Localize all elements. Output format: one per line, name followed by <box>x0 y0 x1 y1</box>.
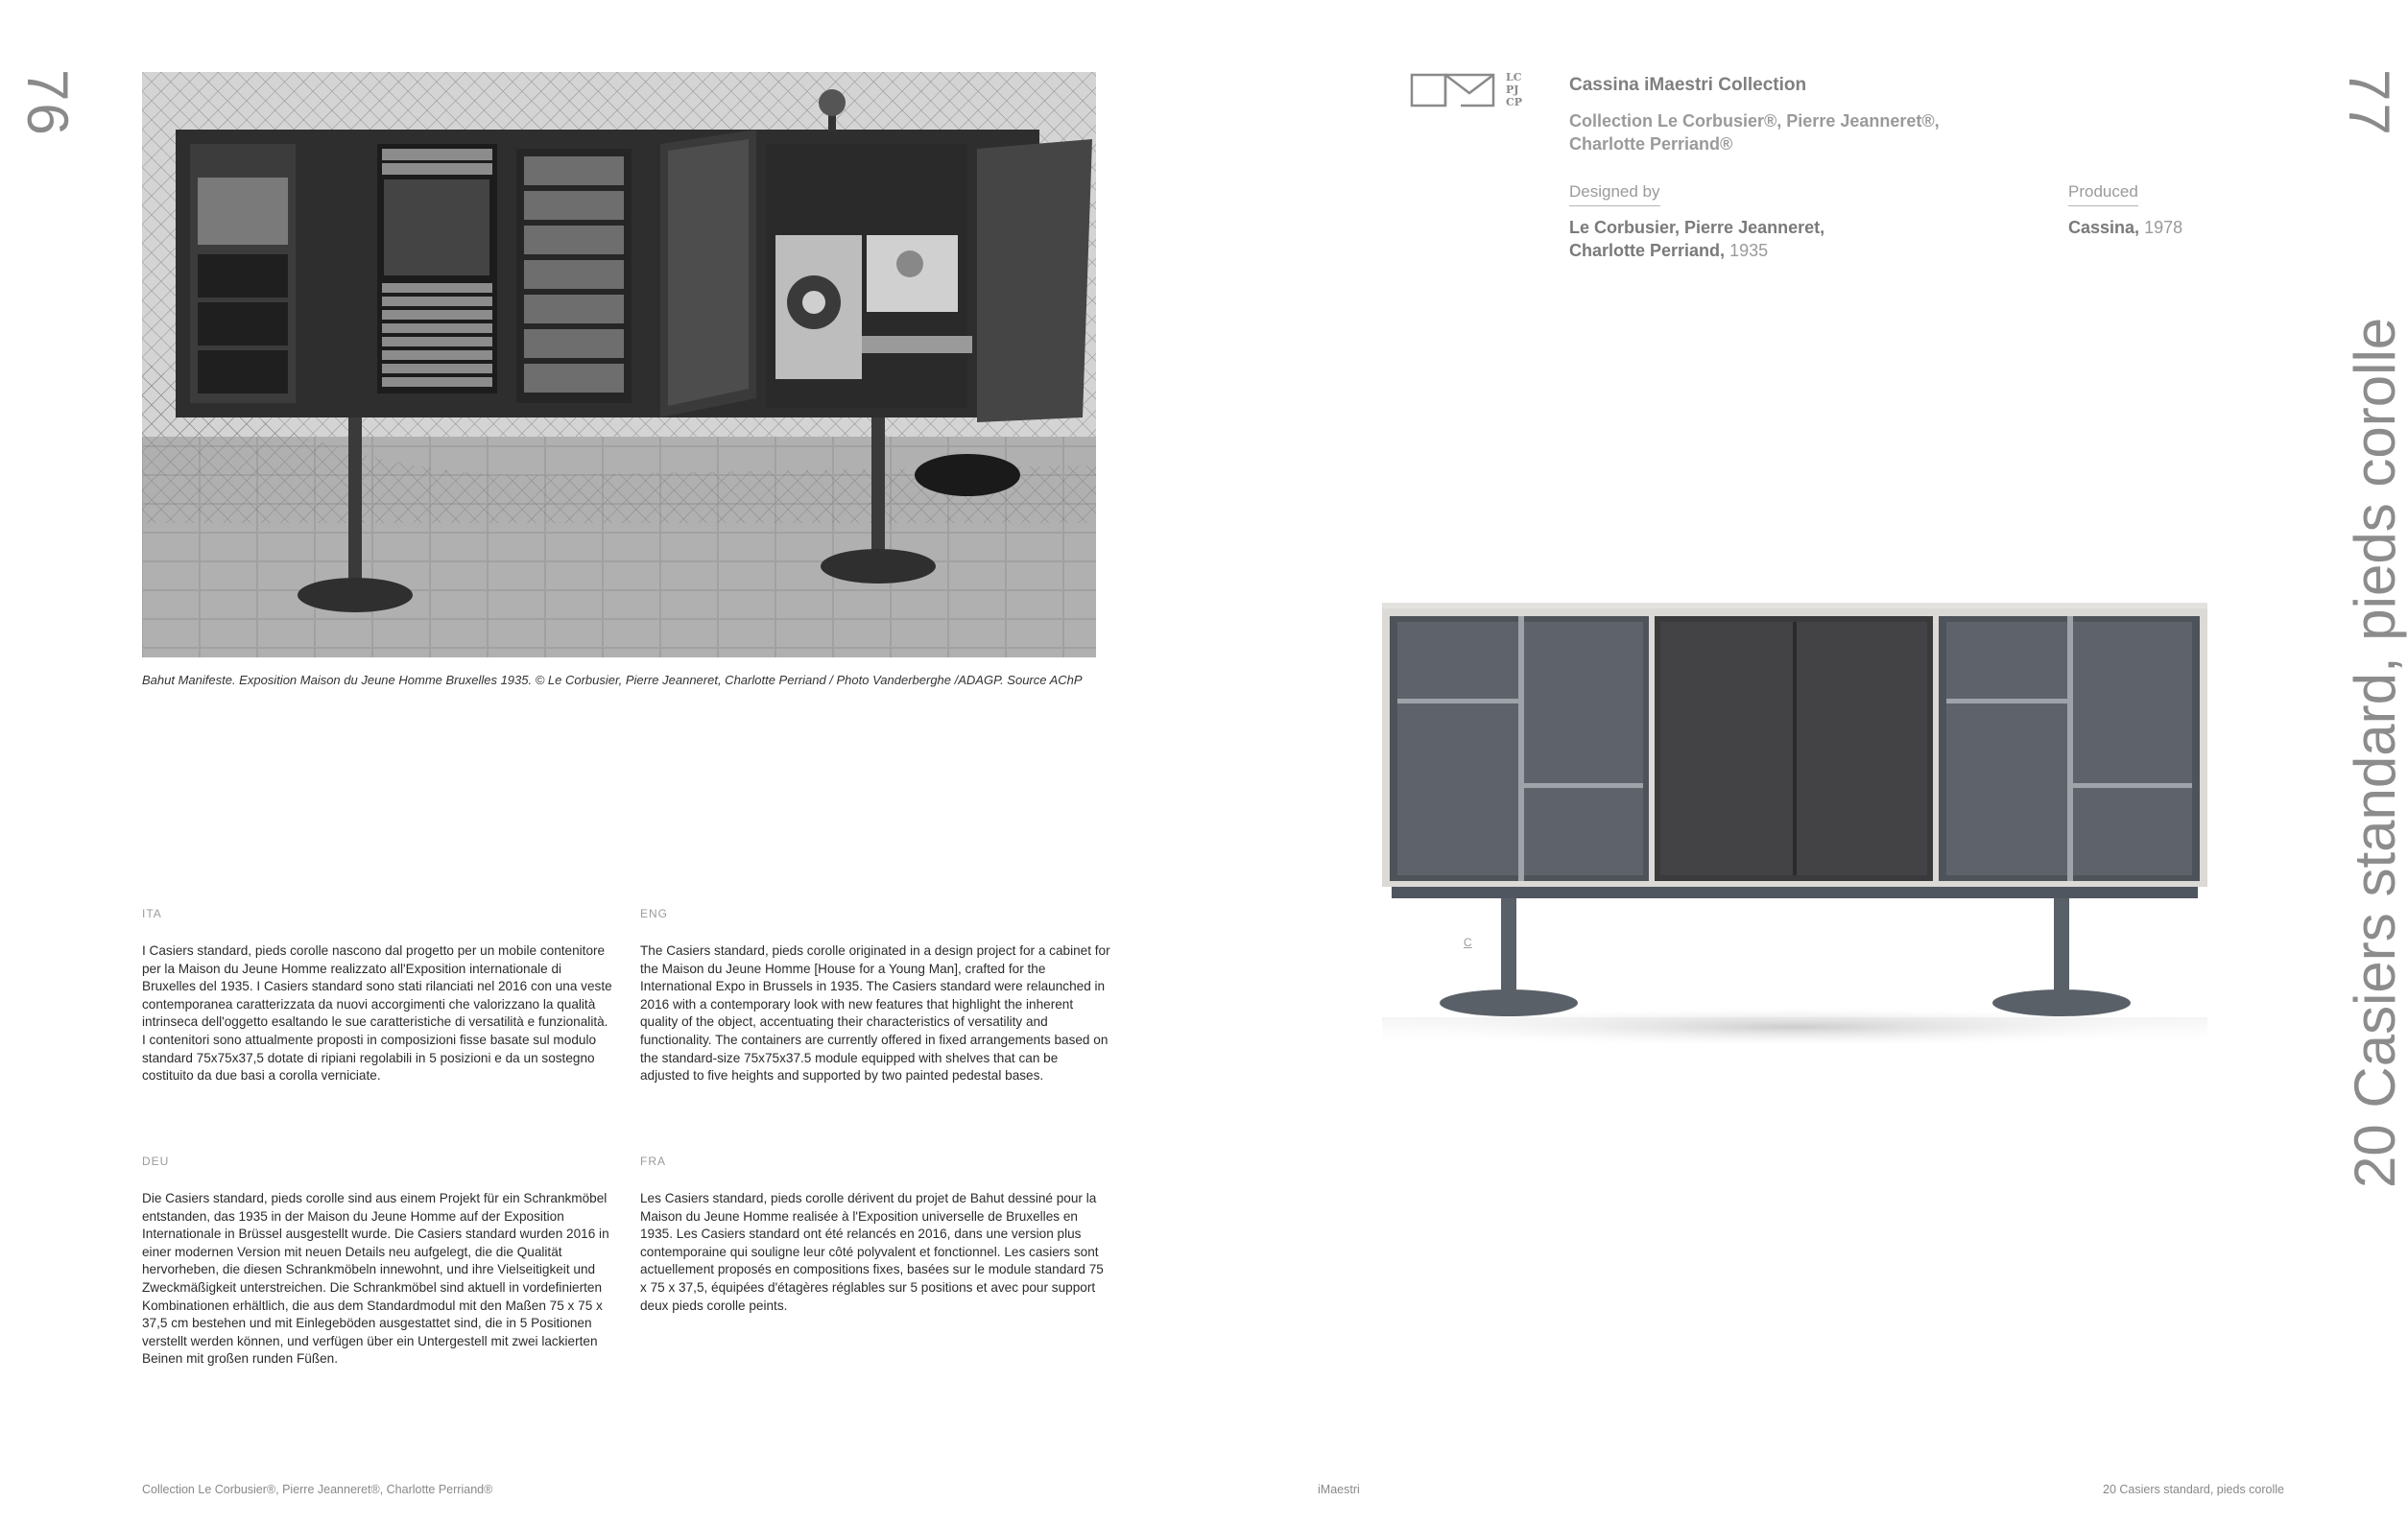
designed-by-label: Designed by <box>1569 182 1660 206</box>
lang-label-ita: ITA <box>142 907 162 920</box>
lang-label-deu: DEU <box>142 1155 170 1168</box>
body-text-eng: The Casiers standard, pieds corolle originated in a design project for a cabinet for the Maison du Jeune Homme [House for a Young Man], crafted for the International Expo in Brussels in 1935. The Casiers standard were relaunched in 2016 with a contemporary look with new features that highlight the inherent quality of the object, accentuating their characteristics of versatility and functionality. The containers are currently offered in fixed arrangements based on the standard-size 75x75x37.5 module equipped with shelves that can be adjusted to five heights and supported by two painted pedestal bases. <box>640 943 1110 1084</box>
lang-label-eng: ENG <box>640 907 669 920</box>
page-number-left: 76 <box>15 69 80 137</box>
design-year: 1935 <box>1729 241 1769 260</box>
image-marker: C <box>1464 936 1472 949</box>
product-title: 20 Casiers standard, pieds corolle <box>2343 317 2407 1188</box>
sideboard-illustration <box>1363 595 2227 1046</box>
designers <box>1569 216 1824 262</box>
footer-left: Collection Le Corbusier®, Pierre Jeanneret®, Charlotte Perriand® <box>142 1483 493 1496</box>
collection-subtitle <box>1569 109 1940 155</box>
cassina-logo-icon <box>1411 72 1495 108</box>
produced-year: 1978 <box>2144 218 2183 237</box>
lang-label-fra: FRA <box>640 1155 666 1168</box>
producer-name: Cassina, <box>2068 218 2140 237</box>
logo-letters-lc: LC <box>1506 71 1522 83</box>
designers-line1: Le Corbusier, Pierre Jeanneret, <box>1569 218 1825 237</box>
section-eng <box>640 907 1110 1085</box>
product-image <box>1363 595 2227 1046</box>
collection-subtitle-line1: Collection Le Corbusier®, Pierre Jeanneret®, <box>1569 111 1940 131</box>
collection-title: Cassina iMaestri Collection <box>1569 75 1807 95</box>
body-text-deu: Die Casiers standard, pieds corolle sind aus einem Projekt für ein Schrankmöbel entstanden, das 1935 in der Maison du Jeune Homme auf der Exposition Internationale in Brüssel ausgestellt wurde. Die Casiers standard wurden 2016 in einer modernen Version mit neuen Details neu aufgelegt, die die Qualität hervorheben, die diesen Schrankmöbeln innewohnt, und ihre Vielseitigkeit und Zweckmäßigkeit unterstreichen. Die Schrankmöbel sind aktuell in vordefinierten Kombinationen erhältlich, die aus dem Standardmodul mit den Maßen 75 x 75 x 37,5 cm bestehen und mit Einlegeböden ausgestattet sind, die in 5 Positionen verstellt werden können, und verfügen über ein Untergestell mit zwei lackierten Beinen mit großen runden Füßen. <box>142 1191 609 1367</box>
logo-letters-pj: PJ <box>1506 83 1519 96</box>
section-ita <box>142 907 612 1085</box>
body-text-ita: I Casiers standard, pieds corolle nascono dal progetto per un mobile contenitore per la Maison du Jeune Homme realizzato all'Exposition internationale di Bruxelles del 1935. I Casiers standard sono stati rilanciati nel 2016 con una veste contemporanea caratterizzata da nuovi accorgimenti che valorizzano la qualità intrinseca dell'oggetto esaltando le sue caratteristiche di versatilità e funzionalità. I contenitori sono attualmente proposti in composizioni fisse basate sul modulo standard 75x75x37,5 dotate di ripiani regolabili in 5 posizioni e da un sostegno costituito da due basi a corolla verniciate. <box>142 943 612 1084</box>
logo-letters <box>1506 71 1522 108</box>
section-fra <box>640 1155 1110 1315</box>
produced-label: Produced <box>2068 182 2138 206</box>
section-deu <box>142 1155 612 1369</box>
collection-subtitle-line2: Charlotte Perriand® <box>1569 134 1733 154</box>
designers-line2: Charlotte Perriand, <box>1569 241 1726 260</box>
page-number-right-text: 77 <box>2337 69 2401 137</box>
logo-letters-cp: CP <box>1506 96 1523 108</box>
archival-photo-illustration <box>142 72 1096 657</box>
archival-photo <box>142 72 1096 657</box>
producer <box>2068 216 2182 239</box>
photo-caption: Bahut Manifeste. Exposition Maison du Jeune Homme Bruxelles 1935. © Le Corbusier, Pierre Jeanneret, Charlotte Perriand / Photo Vanderberghe /ADAGP. Source AChP <box>142 673 1083 687</box>
footer-center: iMaestri <box>1318 1483 1360 1496</box>
footer-right: 20 Casiers standard, pieds corolle <box>2103 1483 2284 1496</box>
body-text-fra: Les Casiers standard, pieds corolle dérivent du projet de Bahut dessiné pour la Maison du Jeune Homme realisée à l'Exposition universelle de Bruxelles en 1935. Les Casiers standard ont été relancés en 2016, dans une version plus contemporaine qui souligne leur côté polyvalent et fonctionnel. Les casiers sont actuellement proposés en compositions fixes, basées sur le module standard 75 x 75 x 37,5, équipées d'étagères réglables sur 5 positions et avec pour support deux pieds corolle peints. <box>640 1191 1104 1313</box>
page-number-right <box>2336 69 2402 137</box>
